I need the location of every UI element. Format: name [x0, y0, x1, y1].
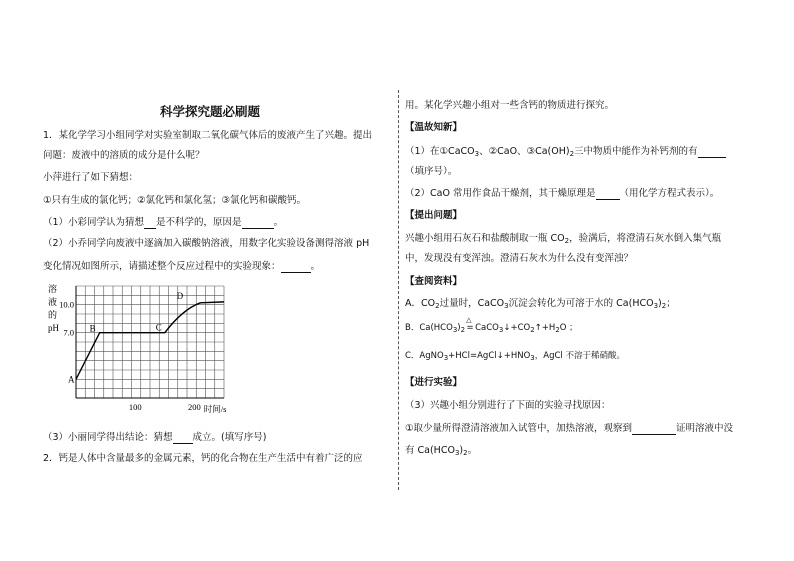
r-q2-blank[interactable] [596, 189, 620, 200]
q1-sub3 [43, 432, 266, 444]
info-c-3: ，AgCl 不溶于稀硝酸。 [534, 351, 625, 361]
info-a-2: 过量时，CaCO [439, 298, 505, 309]
question-line1-a: 兴趣小组用石灰石和盐酸制取一瓶 CO [405, 233, 565, 244]
heading-review: 【温故知新】 [405, 122, 463, 133]
sub-3: 3 [443, 354, 449, 362]
info-b-5: ↑+H [534, 323, 556, 333]
q1-line2: 问题：废液中的溶质的成分是什么呢？ [43, 150, 205, 161]
q1-sub3-text: （3）小丽同学得出结论：猜想 [43, 432, 173, 443]
y-tick-label: 10.0 [59, 299, 74, 310]
info-b-6: O ； [559, 323, 578, 333]
info-a-4: ) [658, 298, 662, 309]
r-q1-d: （填序号）。 [405, 166, 458, 177]
sub-2: 2 [530, 326, 535, 334]
question-line2: 中，发现没有变浑浊。澄清石灰水为什么没有变浑浊？ [405, 253, 634, 264]
exp1-b: 证明溶液中没 [676, 423, 734, 434]
exp1-c: 有 Ca(HCO [405, 445, 455, 456]
q2-line1: 2．钙是人体中含量最多的金属元素，钙的化合物在生产生活中有着广泛的应 [43, 453, 363, 464]
sub-2: 2 [460, 326, 466, 334]
question-line1 [405, 233, 721, 245]
r-q1-b: 、②CaO、③Ca(OH) [479, 146, 570, 157]
x-tick-label: 100 [128, 402, 142, 412]
q1-line1: 1．某化学学习小组同学对实验室制取二氧化碳气体后的废液产生了兴趣。提出 [43, 130, 373, 141]
info-c-1: C．AgNO [405, 351, 444, 361]
exp1-blank[interactable] [632, 424, 676, 435]
q1-sub2-tail: 。 [310, 261, 321, 272]
q1-sub2-text: 变化情况如图所示，请描述整个反应过程中的实验现象： [43, 261, 281, 272]
info-c-2: +HCl=AgCl↓+HNO [448, 351, 531, 361]
r-q1-a: （1）在①CaCO [405, 146, 475, 157]
exp-intro: （3）兴趣小组分别进行了下面的实验寻找原因： [405, 400, 611, 411]
sub-2: 2 [463, 449, 468, 457]
point-label-a: A [68, 374, 75, 385]
info-b-4: ↓+CO [503, 323, 531, 333]
r-line1: 用。某化学兴趣小组对一些含钙的物质进行探究。 [405, 100, 615, 111]
heading-question: 【提出问题】 [405, 210, 463, 221]
point-label-b: B [89, 323, 96, 334]
info-b-2: ) [457, 323, 461, 333]
q1-sub1 [43, 217, 283, 229]
q1-sub1-blank-a[interactable] [144, 218, 156, 229]
r-q1 [405, 146, 726, 158]
y-axis-label-char: 溶 [48, 284, 58, 294]
r-q1-c: 三中物质中能作为补钙剂的有 [574, 146, 698, 157]
ph-chart [40, 280, 240, 422]
exp1-a: ①取少量所得澄清溶液加入试管中，加热溶液，观察到 [405, 423, 633, 434]
sub-3: 3 [530, 354, 535, 362]
sub-3: 3 [498, 326, 504, 334]
y-axis-label-char: 的 [48, 310, 58, 320]
exp1-e: 。 [467, 445, 478, 456]
q1-sub1-text: （1）小彩同学认为猜想 [43, 217, 145, 228]
delta-arrow: △ = [466, 316, 474, 333]
q1-guesses: ①只有生成的氯化钙；②氯化钙和氯化氢；③氯化钙和碳酸钙。 [43, 195, 307, 206]
heading-info: 【查阅资料】 [405, 276, 463, 287]
r-q2-b: （用化学方程式表示）。 [619, 188, 720, 199]
sub-2: 2 [661, 302, 667, 310]
info-a-1: A．CO [405, 298, 436, 309]
sub-3: 3 [452, 326, 458, 334]
sub-3: 3 [454, 449, 460, 457]
q1-sub3-tail: 成立。(填写序号) [192, 432, 267, 443]
q1-guess-intro: 小萍进行了如下猜想： [43, 172, 139, 183]
exp1-line2 [405, 445, 477, 457]
sub-2: 2 [569, 150, 575, 158]
q1-sub2-line2 [43, 261, 320, 273]
y-tick-label: 7.0 [63, 327, 74, 338]
q1-sub2-blank[interactable] [281, 262, 311, 273]
q1-sub3-blank[interactable] [173, 433, 193, 444]
q1-sub1-tail: 。 [273, 217, 284, 228]
sub-2: 2 [555, 326, 560, 334]
r-q2-a: （2）CaO 常用作食品干燥剂，其干燥原理是 [405, 188, 596, 199]
info-a-5: ； [666, 298, 676, 309]
column-divider [398, 90, 399, 490]
exp1-d: ) [459, 445, 464, 456]
point-label-c: C [155, 322, 162, 333]
exp1-line1 [405, 423, 733, 435]
sub-2: 2 [435, 302, 440, 310]
x-axis-label: 时间/s [203, 404, 227, 414]
q1-sub1-blank-b[interactable] [242, 218, 274, 229]
y-axis-label-char: pH [48, 323, 59, 333]
q1-sub1-text-b: 是不科学的，原因是 [156, 217, 242, 228]
sub-3: 3 [653, 302, 659, 310]
x-tick-label: 200 [188, 402, 201, 412]
info-c [405, 351, 625, 362]
page-title: 科学探究题必刷题 [160, 104, 261, 119]
heading-experiment: 【进行实验】 [405, 377, 463, 388]
info-a-3: 沉淀会转化为可溶于水的 Ca(HCO [508, 298, 654, 309]
point-label-d: D [176, 291, 184, 302]
info-b-3: CaCO [475, 323, 499, 333]
info-b-1: B．Ca(HCO [405, 323, 453, 333]
sub-2: 2 [564, 237, 570, 245]
question-line1-b: ，验满后，将澄清石灰水倒入集气瓶 [569, 233, 722, 244]
sub-3: 3 [504, 302, 509, 310]
y-axis-label-char: 液 [48, 297, 58, 307]
sub-3: 3 [474, 150, 480, 158]
r-q1-blank[interactable] [698, 147, 726, 158]
delta-icon: △ [466, 316, 472, 324]
info-a [405, 298, 676, 310]
info-b [405, 316, 578, 334]
q1-sub2-line1: （2）小乔同学向废液中逐滴加入碳酸钠溶液，用数字化实验设备测得溶液 pH [43, 238, 370, 249]
r-q2 [405, 188, 719, 200]
